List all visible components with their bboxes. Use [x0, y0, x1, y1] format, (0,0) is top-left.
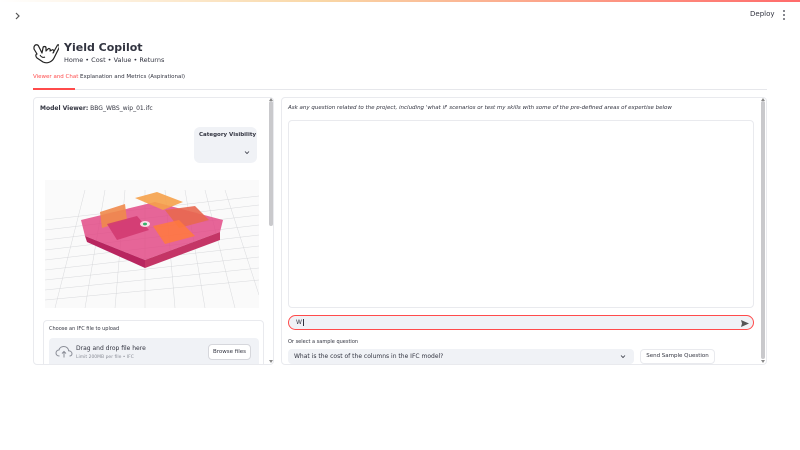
browse-files-button[interactable]: Browse files [208, 344, 251, 360]
app-title: Yield Copilot [64, 41, 143, 54]
category-visibility-title: Category Visibility [199, 132, 257, 138]
right-scrollbar-thumb[interactable] [761, 101, 765, 359]
active-tab-indicator [33, 88, 75, 90]
cloud-upload-icon [55, 345, 73, 359]
kebab-menu-icon[interactable] [781, 9, 787, 21]
app-subtitle: Home • Cost • Value • Returns [64, 56, 165, 64]
chevron-down-icon[interactable] [620, 354, 626, 359]
send-icon[interactable] [740, 319, 750, 328]
upload-label: Choose an IFC file to upload [49, 326, 120, 332]
shaka-hand-icon [31, 40, 59, 66]
chevron-right-icon[interactable] [12, 10, 24, 22]
model-viewer-panel [33, 97, 274, 365]
chat-panel [281, 97, 767, 365]
sample-question-label: Or select a sample question [288, 339, 359, 345]
send-sample-question-button[interactable]: Send Sample Question [640, 349, 715, 364]
top-decoration-bar [0, 0, 800, 2]
tab-explanation-and-metrics[interactable]: Explanation and Metrics (Aspirational) [80, 74, 186, 80]
tab-divider [33, 89, 767, 90]
deploy-button[interactable]: Deploy [750, 10, 775, 18]
model-viewer-label [40, 105, 153, 112]
sample-question-value: What is the cost of the columns in the IFC model? [294, 353, 444, 360]
drop-title: Drag and drop file here [76, 345, 146, 352]
model-file-name: BBG_WBS_wip_01.ifc [90, 105, 153, 112]
file-upload-section [43, 320, 264, 365]
chat-prompt-text: Ask any question related to the project, including 'what if' scenarios or test my skills with some of the pre-defined areas of expertise below [288, 105, 672, 111]
chat-input[interactable] [288, 315, 754, 330]
category-visibility-panel[interactable] [194, 127, 257, 163]
chat-history [288, 120, 754, 308]
upload-limit: Limit 200MB per file • IFC [76, 355, 134, 360]
ifc-3d-viewer[interactable] [45, 180, 259, 308]
building-model [81, 192, 223, 268]
file-dropzone[interactable] [49, 338, 259, 365]
left-scrollbar-thumb[interactable] [269, 101, 273, 226]
chevron-down-icon[interactable] [244, 150, 250, 155]
chat-input-value[interactable]: W [296, 319, 302, 326]
tab-viewer-and-chat[interactable]: Viewer and Chat [33, 74, 79, 80]
model-viewer-heading: Model Viewer: [40, 105, 89, 112]
sample-question-select[interactable] [288, 349, 634, 364]
